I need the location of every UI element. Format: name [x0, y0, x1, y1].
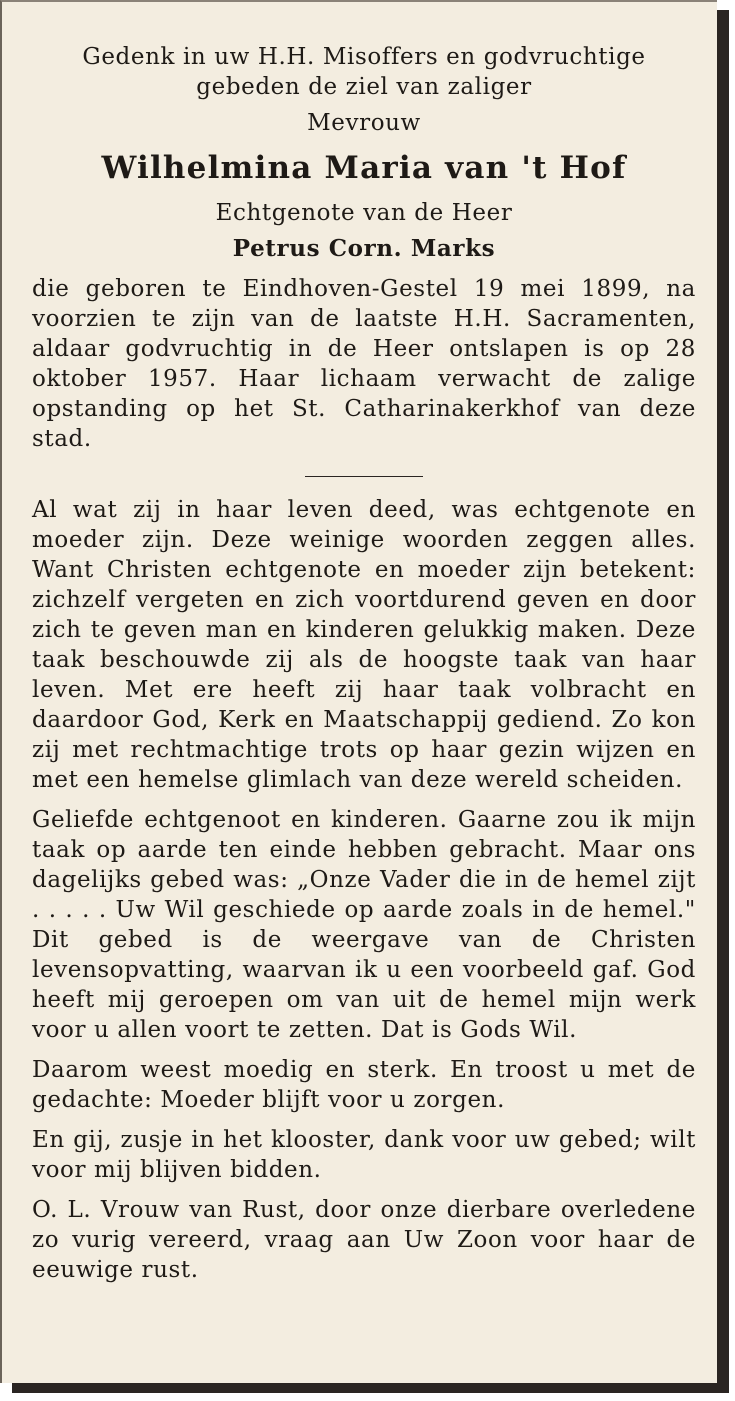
biography-text: die geboren te Eindhoven-Gestel 19 mei 1899, na voorzien te zijn van de laatste H.H. Sacramenten, aldaar godvruchtig in de Heer ontslapen is op 28 oktober 1957. Haar lichaam verwacht de zalige opstanding op het St. Catharinakerkhof van deze stad. [32, 276, 696, 452]
remembrance-line-1: Gedenk in uw H.H. Misoffers en godvruchtige [82, 44, 646, 70]
paragraph-5: O. L. Vrouw van Rust, door onze dierbare overledene zo vurig vereerd, vraag aan Uw Zoon voor haar de eeuwige rust. [32, 1197, 696, 1283]
card-content [32, 42, 696, 1285]
card-header [32, 42, 696, 264]
relation-line: Echtgenote van de Heer [215, 200, 513, 226]
spouse-name: Petrus Corn. Marks [232, 235, 496, 262]
remembrance-line-2: gebeden de ziel van zaliger [196, 74, 532, 100]
paragraph-3: Daarom weest moedig en sterk. En troost u met de gedachte: Moeder blijft voor u zorgen. [32, 1057, 696, 1113]
deceased-name: Wilhelmina Maria van 't Hof [101, 150, 627, 186]
paragraph-2: Geliefde echtgenoot en kinderen. Gaarne zou ik mijn taak op aarde ten einde hebben gebracht. Maar ons dagelijks gebed was: „Onze Vader die in de hemel zijt . . . . . Uw Wil geschiede op aarde zoals in de hemel." Dit gebed is de weergave van de Christen levensopvatting, waarvan ik u een voorbeeld gaf. God heeft mij geroepen om van uit de hemel mijn werk voor u allen voort te zetten. Dat is Gods Wil. [32, 807, 696, 1043]
paragraph-1: Al wat zij in haar leven deed, was echtgenote en moeder zijn. Deze weinige woorden zeggen alles. Want Christen echtgenote en moeder zijn betekent: zichzelf vergeten en zich voortdurend geven en door zich te geven man en kinderen gelukkig maken. Deze taak beschouwde zij als de hoogste taak van haar leven. Met ere heeft zij haar taak volbracht en daardoor God, Kerk en Maatschappij gediend. Zo kon zij met rechtmachtige trots op haar gezin wijzen en met een hemelse glimlach van deze wereld scheiden. [32, 497, 696, 793]
paragraph-4: En gij, zusje in het klooster, dank voor uw gebed; wilt voor mij blijven bidden. [32, 1127, 696, 1183]
divider-line [305, 476, 423, 477]
honorific: Mevrouw [307, 110, 421, 136]
